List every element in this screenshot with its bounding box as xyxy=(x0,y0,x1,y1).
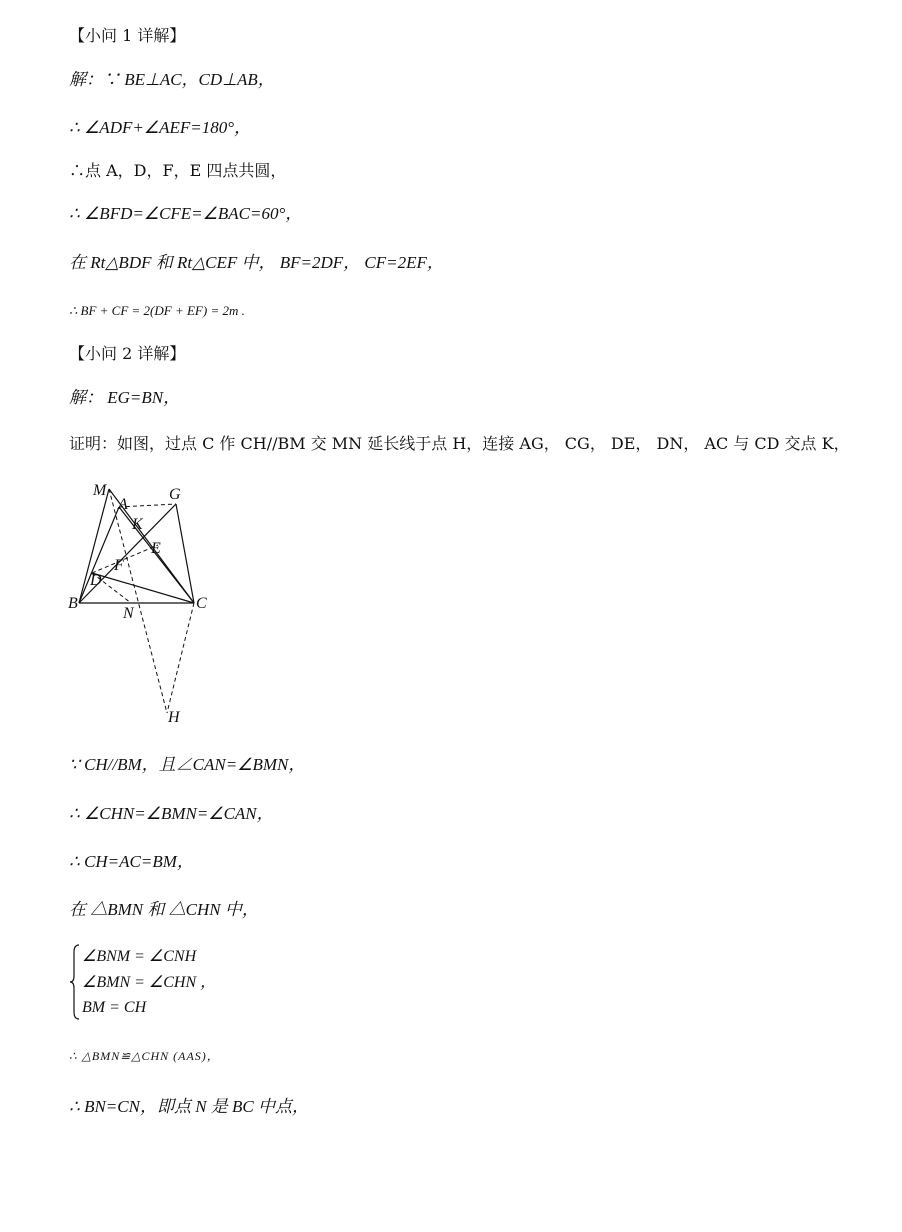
part2-line6: 在 △BMN 和 △CHN 中， xyxy=(69,900,259,919)
label-F: F xyxy=(114,557,124,574)
system-line2: ∠BMN = ∠CHN ， xyxy=(82,974,217,991)
label-C: C xyxy=(196,595,207,612)
part1-line1: 解：∵ BE⊥AC，CD⊥AB， xyxy=(69,70,275,89)
geometry-figure xyxy=(63,477,223,727)
part2-line2: 证明：如图，过点 C 作 CH//BM 交 MN 延长线于点 H，连接 AG， CG， DE， DN， AC 与 CD 交点 K， xyxy=(69,434,850,453)
system-line1: ∠BNM = ∠CNH xyxy=(82,948,197,965)
system-line3: BM = CH xyxy=(82,999,147,1016)
label-N: N xyxy=(123,605,134,622)
part2-line5: ∴ CH=AC=BM， xyxy=(69,852,194,871)
label-A: A xyxy=(118,496,128,513)
system-brace xyxy=(69,944,81,1020)
part2-header: 【小问 2 详解】 xyxy=(69,344,186,363)
label-D: D xyxy=(90,572,102,589)
part2-line8: ∴ BN=CN，即点 N 是 BC 中点， xyxy=(69,1097,310,1116)
part2-line3: ∵ CH//BM，且∠CAN=∠BMN， xyxy=(69,755,306,774)
label-H: H xyxy=(168,709,180,726)
part1-line5: 在 Rt△BDF 和 Rt△CEF 中， BF=2DF， CF=2EF， xyxy=(69,253,444,272)
part1-line3: ∴点 A，D，F，E 四点共圆， xyxy=(69,161,287,180)
part2-line7: ∴ △BMN≌△CHN (AAS)， xyxy=(69,1049,220,1063)
label-G: G xyxy=(169,486,181,503)
part2-line1: 解： EG=BN， xyxy=(69,388,181,407)
part1-line6: ∴ BF + CF = 2(DF + EF) = 2m . xyxy=(69,303,245,318)
label-E: E xyxy=(151,540,161,557)
part1-header: 【小问 1 详解】 xyxy=(69,26,186,45)
part2-line4: ∴ ∠CHN=∠BMN=∠CAN， xyxy=(69,804,274,823)
label-K: K xyxy=(132,516,143,533)
part1-line4: ∴ ∠BFD=∠CFE=∠BAC=60°， xyxy=(69,204,303,223)
part1-line2: ∴ ∠ADF+∠AEF=180°， xyxy=(69,118,251,137)
label-B: B xyxy=(68,595,78,612)
label-M: M xyxy=(93,482,107,499)
